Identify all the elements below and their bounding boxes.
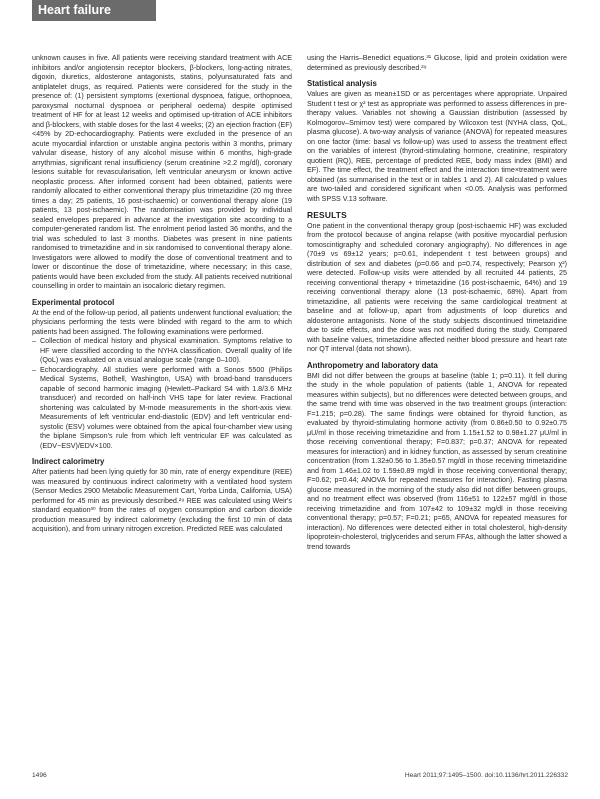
citation-footer: Heart 2011;97:1495–1500. doi:10.1136/hrt.2011.226332 <box>404 772 568 779</box>
protocol-list-item <box>32 366 292 452</box>
statistical-analysis-heading: Statistical analysis <box>307 79 377 88</box>
section-header: Heart failure <box>32 0 156 21</box>
continued-paragraph: using the Harris–Benedict equations.³¹ Glucose, lipid and protein oxidation were determined as previously described.²⁹ <box>307 54 567 72</box>
statistical-analysis-paragraph: Values are given as mean±1SD or as percentages where appropriate. Unpaired Student t test or χ² test as appropriate was performed to assess differences in pre-therapy values. Variables not showing a Gaussian distribution (assessed by Kolmogorov–Smirnov test) were compared by Wilcoxon test (NYHA class, QoL, plasma glucose). A two-way analysis of variance (ANOVA) for repeated measures on one factor (time: basal vs follow-up) was used to assess the treatment effect on the variables of interest (thyroid-stimulating hormone, creatinine, respiratory quotient (RQ), REE, percentage of predicted REE, body mass index (BMI) and EF). The time effect, the treatment effect and the interaction time×treatment were obtained (as summarised in the text or in tables 1 and 2). All calculated p values are two-tailed and considered significant when <0.05. Analysis was performed with SPSS V.13 software. <box>307 90 568 203</box>
list-dash: – <box>32 337 36 345</box>
results-heading: RESULTS <box>307 210 347 220</box>
results-paragraph: One patient in the conventional therapy group (post-ischaemic HF) was excluded from the protocol because of angina relapse (with positive myocardial perfusion tomoscintigraphy and scheduled coronary angiography). No differences in age (70±9 vs 69±12 years; p=0.61, independent t test between groups) and distribution of sex and diabetes (p=0.66 and p=0.74, respectively; Pearson χ²) were detected. Follow-up visits were attended by all recruited 44 patients, 25 receiving conventional therapy + trimetazidine (16 post-ischaemic, 64%) and 19 receiving conventional therapy alone (13 post-ischaemic, 68%). Apart from trimetazidine, all patients were receiving the same cardiological treatment at baseline and at follow-up, apart from adjustments of loop diuretics and aldosterone antagonists. None of the study subjects discontinued trimetazidine due to side effects, and the dose was not modified during the study. Compared with baseline values, trimetazidine affected neither blood pressure and heart rate nor QT interval (data not shown). <box>307 221 567 353</box>
list-item-text: Collection of medical history and physical examination. Symptoms relative to HF were classified according to the NYHA classification. Overall quality of life (QoL) was evaluated on a visual analogue scale (range 0–100). <box>40 337 292 364</box>
protocol-list-item <box>32 337 292 366</box>
list-dash: – <box>32 365 36 374</box>
indirect-calorimetry-heading: Indirect calorimetry <box>32 457 105 466</box>
anthropometry-heading: Anthropometry and laboratory data <box>307 360 438 370</box>
experimental-protocol-heading: Experimental protocol <box>32 297 115 307</box>
left-column <box>32 54 292 535</box>
right-column <box>307 54 567 552</box>
methods-intro-paragraph: unknown causes in five. All patients were receiving standard treatment with ACE inhibitors and/or angiotensin receptor blockers, β-blockers, long-acting nitrates, digoxin, diuretics, aldosterone antagonists, statins, polyunsaturated fats and antiplatelet drugs, as required. Patients were considered for the study in the presence of: (1) persistent symptoms (exertional dyspnoea, fatigue, orthopnoea, paroxysmal nocturnal dyspnoea or peripheral oedema) despite optimised treatment of HF for at least 12 weeks and optimised up-titration of ACE inhibitors and β-blockers, with stable doses for the last 4 weeks; (2) an ejection fraction (EF) <45% by 2D-echocardiography. Patients were excluded in the presence of an acute myocardial infarction or unstable angina pectoris within 3 months, primary valvular disease, history of any alcohol misuse within 6 months, high-grade arrythmias, significant renal insufficiency (serum creatinine >2.2 mg/dl), coronary lesions suitable for revascularisation, left ventricular aneurysm or known active neoplastic process. After informed consent had been obtained, patients were randomly allocated to either conventional therapy plus trimetazidine (20 mg three times a day; 25 patients, 16 post-ischaemic) or conventional therapy alone (19 patients, 13 post-ischaemic). The randomisation was provided by individual sealed envelopes prepared in advance at the investigation site according to a computer-generated random list. The enrolment period lasted 36 months, and the trial was scheduled to last 3 months. Diabetes was present in nine patients randomised to trimetazidine and in six randomised to conventional therapy alone. Investigators were allowed to modify the dose of conventional treatment and to lower or discontinue the dose of trimetazidine, where necessary; in this case, patients would have been excluded from the study. All patients received nutritional counselling in order to maintain an isocaloric dietary regimen. <box>32 54 292 290</box>
list-item-text: Echocardiography. All studies were performed with a Sonos 5500 (Philips Medical Systems, Bothell, Washington, USA) with broad-band transducers capable of second harmonic imaging (Hewlett–Packard S4 with 1.8/3.6 MHz transducer) and recorded on half-inch VHS tape for later review. Fractional shortening was calculated by M-mode measurements in the short-axis view. Measurements of left ventricular end-diastolic (EDV) and left ventricular end-systolic (ESV) volumes were obtained from the apical four-chamber view using the biplane Simpson's rule from which left ventricular EF was calculated as (EDV−ESV)/EDV×100. <box>40 365 292 450</box>
indirect-calorimetry-paragraph: After patients had been lying quietly for 30 min, rate of energy expenditure (REE) was measured by continuous indirect calorimetry with a ventilated hood system (Sensor Medics 2900 Metabolic Measurement Cart, Yorba Linda, California, USA) performed for 45 min as previously described.²⁹ REE was calculated using Weir's standard equation³⁰ from the rates of oxygen consumption and carbon dioxide production measured by indirect calorimetry (excluding the first 10 min of data acquisition), and from urinary nitrogen excretion. Predicted REE was calculated <box>32 468 292 533</box>
anthropometry-paragraph: BMI did not differ between the groups at baseline (table 1; p=0.11). It fell during the study in the whole population of patients (table 1, ANOVA for repeated measures within subjects), but no differences were detected between groups, and the same trend with time was observed in the two treatment groups (interaction: F=1.215; p=0.28). The same findings were obtained for thyroid function, as evaluated by thyroid-stimulating hormone activity (from 0.86±0.50 to 0.92±0.75 μU/ml in those receiving trimetazidine and from 1.15±1.52 to 0.98±1.27 μU/ml in those receiving conventional therapy; F=0.837; p=0.37; ANOVA for repeated measures for interaction) and in kidney function, as assessed by serum creatinine concentration (from 1.32±0.56 to 1.35±0.57 mg/dl in those receiving trimetazidine and from 1.46±1.02 to 1.59±0.89 mg/dl in those receiving conventional therapy; F=0.62; p=0.44; ANOVA for repeated measures for interaction). Fasting plasma glucose measured in the morning of the study also did not differ between groups, and no treatment effect was observed (from 116±51 to 122±57 mg/dl in those receiving trimetazidine and from 107±42 to 109±32 mg/dl in those receiving conventional therapy; p=0.57; F=0.21; p=65, ANOVA for repeated measures for interaction). No differences were detected either in total cholesterol, high-density lipoprotein-cholesterol, triglycerides and serum FFAs, although the latter showed a trend towards <box>307 371 567 551</box>
page-number: 1496 <box>32 772 47 779</box>
experimental-protocol-paragraph: At the end of the follow-up period, all patients underwent functional evaluation; the physicians performing the tests were blinded with regard to the arm to which patients had been assigned. The following examinations were performed. <box>32 308 292 336</box>
